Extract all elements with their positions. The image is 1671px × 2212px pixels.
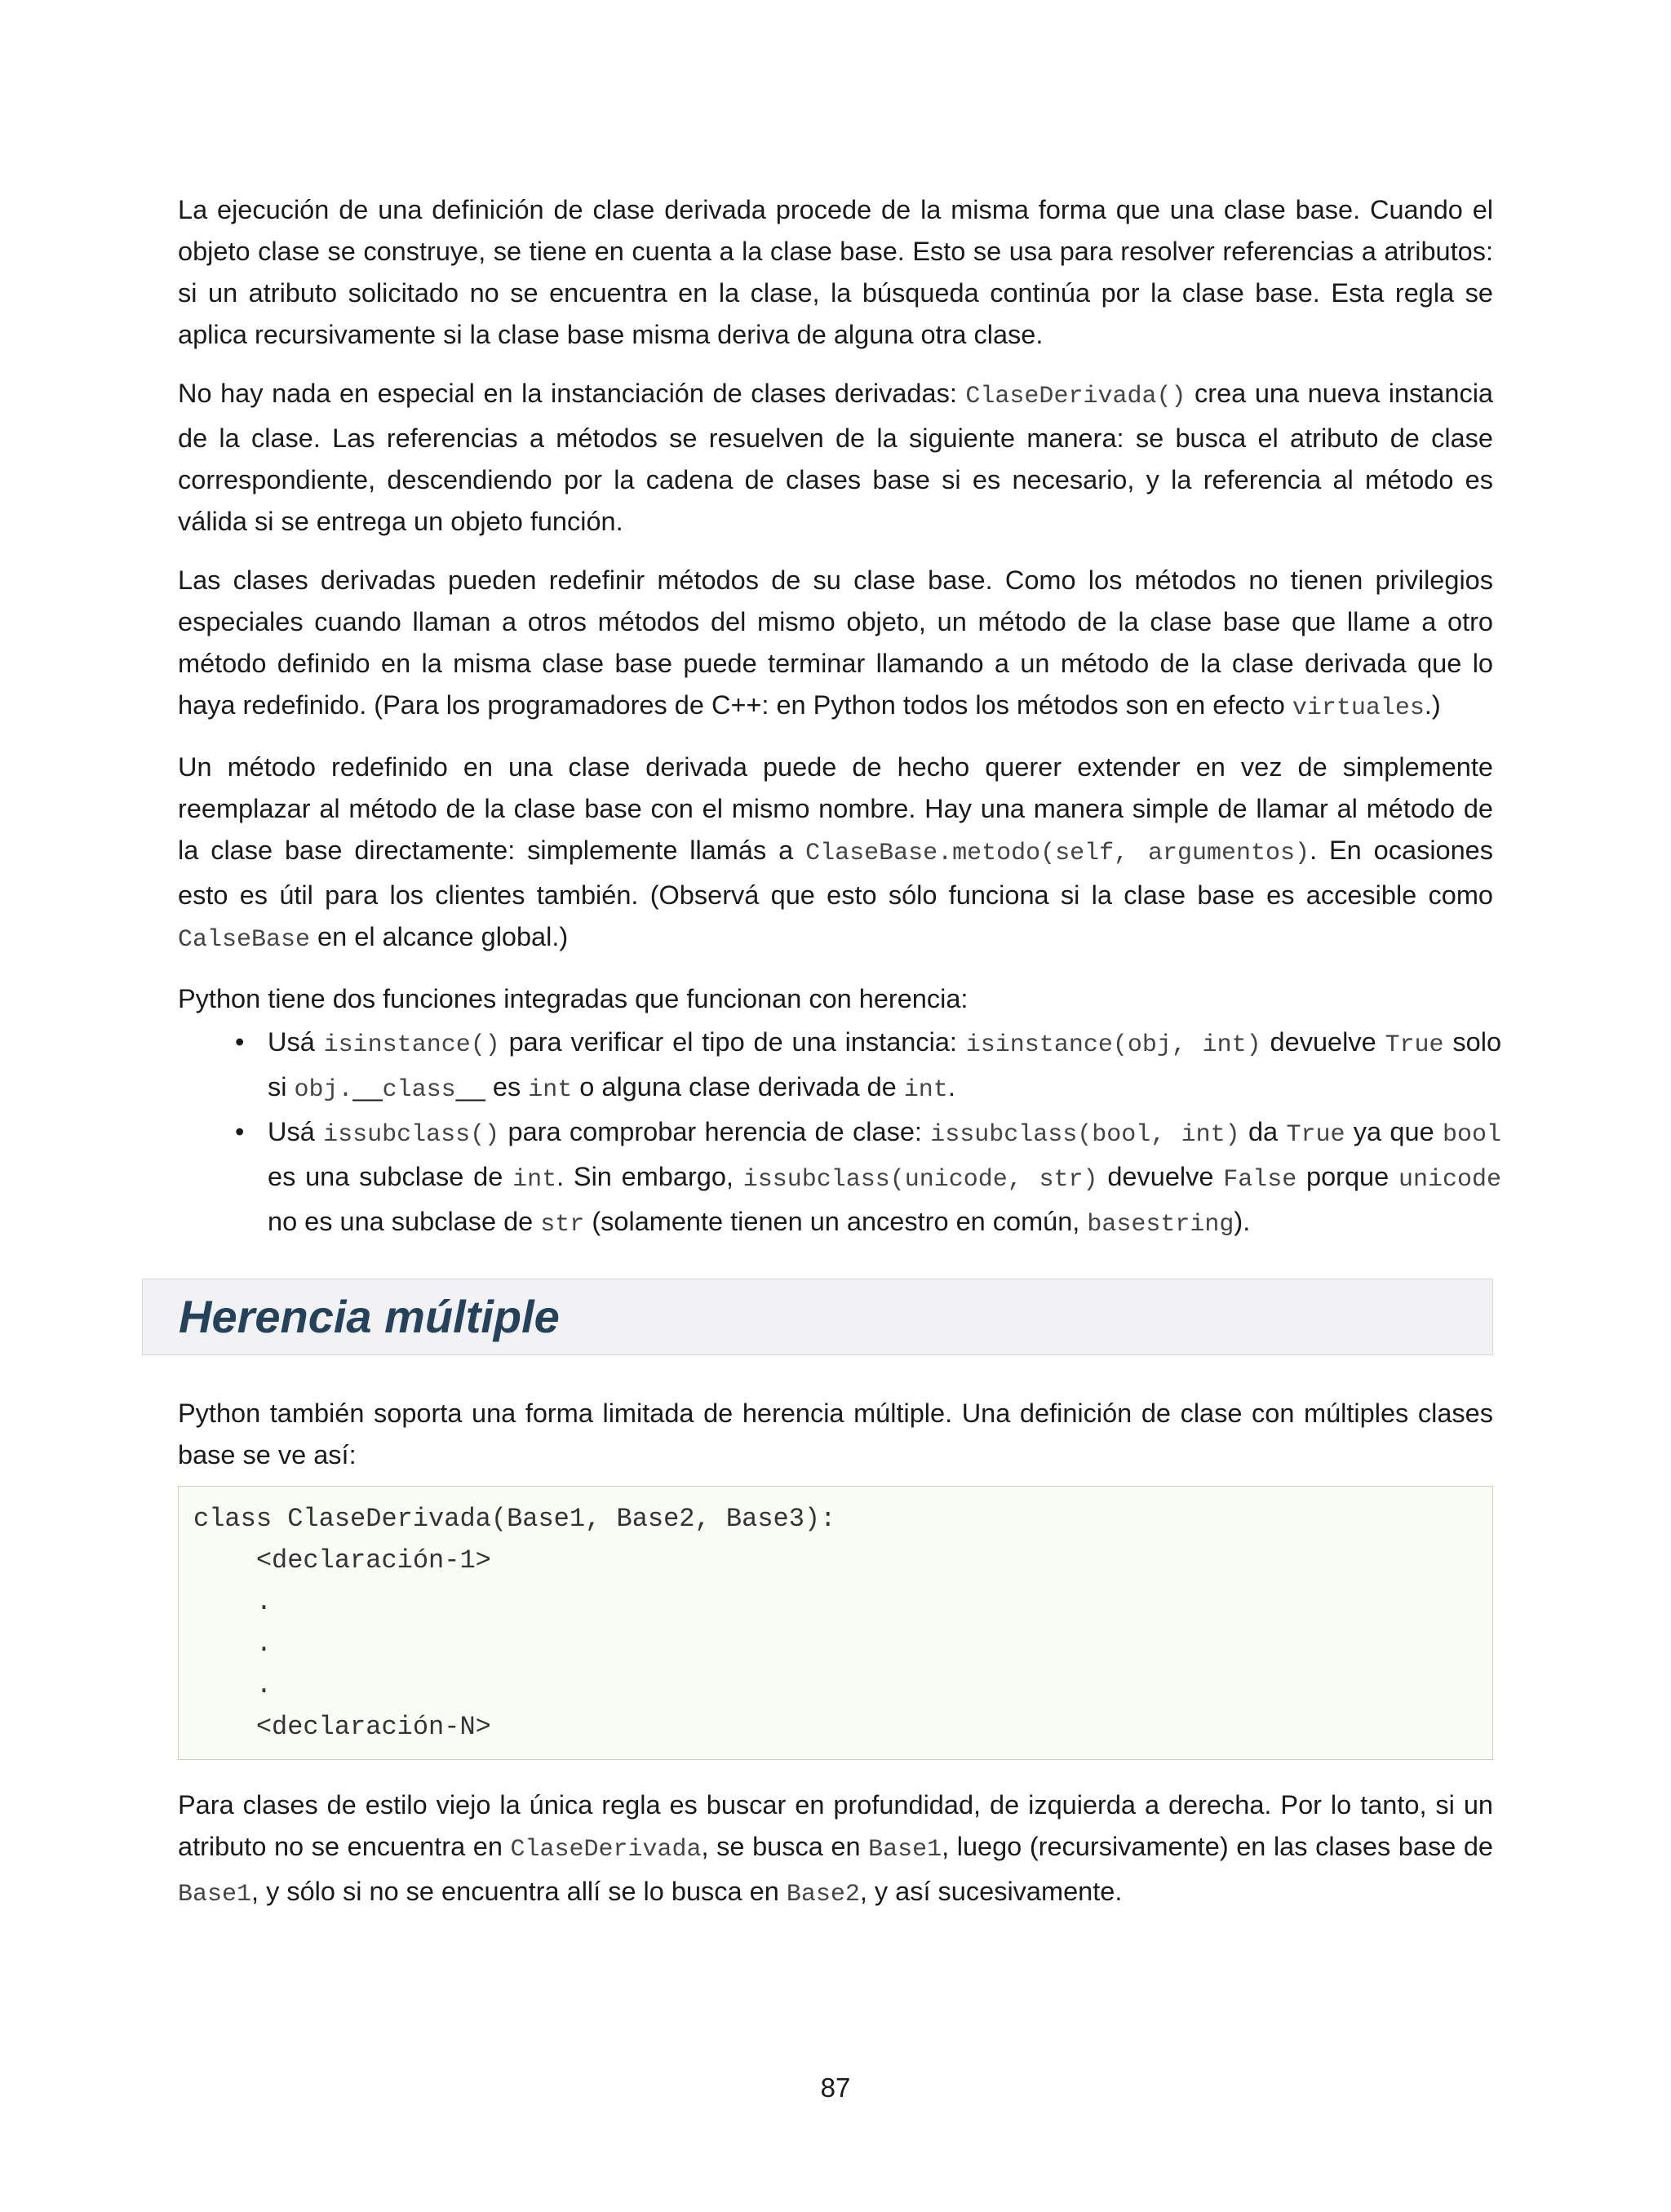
inline-code: issubclass(unicode, str) — [742, 1166, 1098, 1194]
list-item-issubclass — [235, 1111, 1502, 1246]
text: __ — [455, 1072, 485, 1102]
builtin-functions-list — [178, 1022, 1502, 1246]
text: Para clases de estilo viejo la única regla es buscar en profundidad, de izquierda a derecha. Por lo tanto, si un atributo no se encuentra en — [178, 1790, 1493, 1861]
inline-code: unicode — [1398, 1166, 1502, 1194]
bullet-symbol: • — [235, 1117, 245, 1146]
page-number: 87 — [820, 2072, 851, 2103]
text: __ — [352, 1072, 383, 1102]
text: Usá — [268, 1027, 324, 1057]
list-item-isinstance — [235, 1022, 1502, 1111]
text: no es una subclase de — [268, 1207, 541, 1236]
code-line: <declaración-1> — [193, 1545, 491, 1576]
paragraph-extend-method — [178, 747, 1493, 961]
paragraph-method-override — [178, 560, 1493, 729]
text: solo si — [268, 1027, 1502, 1102]
paragraph-old-style-resolution — [178, 1784, 1493, 1916]
inline-code: True — [1286, 1121, 1345, 1149]
inline-code: int — [512, 1166, 557, 1194]
inline-code: basestring — [1087, 1211, 1234, 1239]
text: Un método redefinido en una clase derivada puede de hecho querer extender en vez de simplemente reemplazar al método de la clase base con el mismo nombre. Hay una manera simple de llamar al método de la clase base directamente: simplemente llamás a — [178, 752, 1493, 865]
inline-code: issubclass() — [323, 1121, 500, 1149]
text: . Sin embargo, — [556, 1162, 743, 1191]
inline-code: int — [903, 1076, 948, 1104]
inline-code: CalseBase — [178, 926, 311, 954]
inline-code: obj. — [294, 1076, 353, 1104]
text: Las clases derivadas pueden redefinir métodos de su clase base. Como los métodos no tienen privilegios especiales cuando llaman a otros métodos del mismo objeto, un método de la clase base que llame a otro método definido en la misma clase base puede terminar llamando a un método de la clase derivada que lo haya redefinido. (Para los programadores de C++: en Python todos los métodos son en efecto — [178, 565, 1493, 720]
text: crea una nueva instancia de la clase. Las referencias a métodos se resuelven de la siguiente manera: se busca el atributo de clase correspondiente, descendiendo por la cadena de clases base si es necesario, y la referencia al método es válida si se entrega un objeto función. — [178, 379, 1494, 536]
inline-code: False — [1223, 1166, 1297, 1194]
text: para verificar el tipo de una instancia: — [499, 1027, 966, 1057]
text: , y así sucesivamente. — [859, 1877, 1123, 1906]
text: porque — [1296, 1162, 1398, 1191]
text: ya que — [1345, 1117, 1443, 1146]
text: Usá — [268, 1117, 324, 1146]
text: devuelve — [1261, 1027, 1385, 1057]
text: , y sólo si no se encuentra allí se lo busca en — [251, 1877, 787, 1906]
paragraph-derived-instantiation — [178, 373, 1493, 543]
paragraph-multiple-inheritance-intro: Python también soporta una forma limitada de herencia múltiple. Una definición de clase con múltiples clases base se ve así: — [178, 1399, 1493, 1469]
code-line: . — [193, 1587, 273, 1617]
inline-code: Base2 — [786, 1881, 860, 1908]
code-line: . — [193, 1629, 273, 1659]
text: , se busca en — [701, 1832, 869, 1861]
text: o alguna clase derivada de — [572, 1072, 904, 1102]
bullet-symbol: • — [235, 1027, 245, 1057]
code-line: . — [193, 1670, 273, 1700]
inline-code: class — [382, 1076, 456, 1104]
inline-code: ClaseBase.metodo(self, argumentos) — [805, 840, 1310, 867]
text: es — [485, 1072, 529, 1102]
text: para comprobar herencia de clase: — [499, 1117, 931, 1146]
code-block — [178, 1486, 1493, 1760]
inline-code: virtuales — [1292, 694, 1425, 722]
inline-code: Base1 — [868, 1836, 942, 1864]
text: . — [947, 1072, 955, 1102]
inline-code: int — [528, 1076, 573, 1104]
text: .) — [1424, 690, 1441, 720]
inline-code: ClaseDerivada — [510, 1836, 702, 1864]
text: da — [1239, 1117, 1287, 1146]
paragraph-derived-class-execution: La ejecución de una definición de clase derivada procede de la misma forma que una clase base. Cuando el objeto clase se construye, se tiene en cuenta a la clase base. Esto se usa para resolver referencias a atributos: si un atributo solicitado no se encuentra en la clase, la búsqueda continúa por la clase base. Esta regla se aplica recursivamente si la clase base misma deriva de alguna otra clase. — [178, 195, 1493, 349]
text: ). — [1234, 1207, 1251, 1236]
inline-code: isinstance(obj, int) — [965, 1031, 1261, 1059]
text: en el alcance global.) — [310, 922, 569, 951]
inline-code: True — [1385, 1031, 1444, 1059]
text: No hay nada en especial en la instanciación de clases derivadas: — [178, 379, 966, 408]
section-title: Herencia múltiple — [179, 1291, 560, 1342]
inline-code: bool — [1443, 1121, 1502, 1149]
page-content — [178, 189, 1502, 1933]
text: es una subclase de — [268, 1162, 513, 1191]
inline-code: ClaseDerivada() — [965, 383, 1186, 410]
section-header-multiple-inheritance — [142, 1279, 1493, 1355]
code-line: class ClaseDerivada(Base1, Base2, Base3): — [193, 1504, 836, 1534]
code-line: <declaración-N> — [193, 1712, 491, 1742]
text: (solamente tienen un ancestro en común, — [584, 1207, 1088, 1236]
text: devuelve — [1097, 1162, 1224, 1191]
inline-code: Base1 — [178, 1881, 252, 1908]
inline-code: issubclass(bool, int) — [930, 1121, 1240, 1149]
text: , luego (recursivamente) en las clases base de — [942, 1832, 1493, 1861]
inline-code: isinstance() — [323, 1031, 500, 1059]
inline-code: str — [540, 1211, 585, 1239]
paragraph-builtin-functions-intro: Python tiene dos funciones integradas que funcionan con herencia: — [178, 984, 968, 1013]
text: . En ocasiones esto es útil para los clientes también. (Observá que esto sólo funciona si la clase base es accesible como — [178, 836, 1494, 910]
